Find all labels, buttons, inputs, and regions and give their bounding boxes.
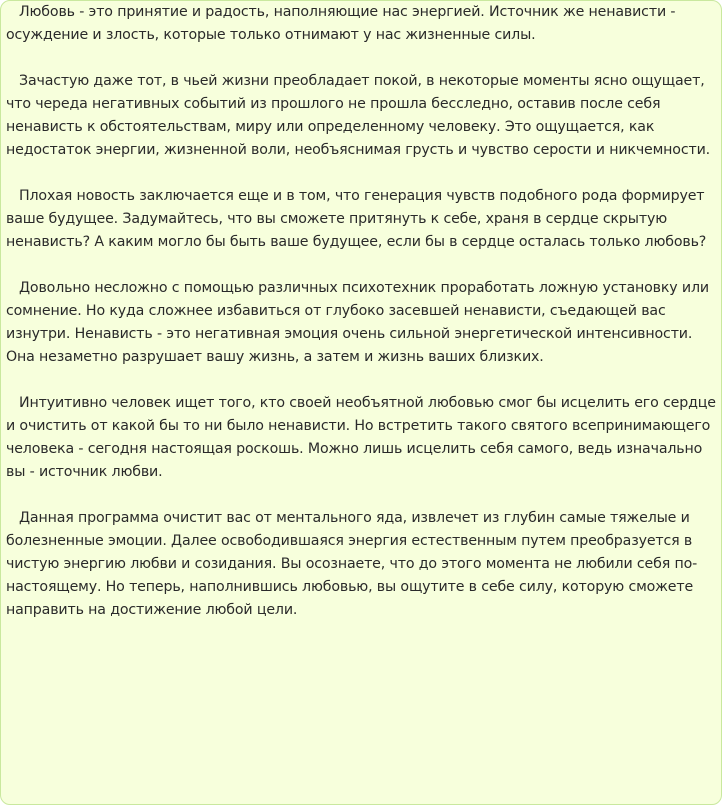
article-body [6, 1, 721, 622]
paragraph-6: Данная программа очистит вас от ментального яда, извлечет из глубин самые тяжелые и болезненные эмоции. Далее освободившаяся энергия естественным путем преобразуется в чистую энергию любви и созидания. Вы осознаете, что до этого момента не любили себя по-настоящему. Но теперь, наполнившись любовью, вы ощутите в себе силу, которую сможете направить на достижение любой цели. [6, 510, 698, 618]
paragraph-2: Зачастую даже тот, в чьей жизни преобладает покой, в некоторые моменты ясно ощущает, что череда негативных событий из прошлого не прошла бесследно, оставив после себя ненависть к обстоятельствам, миру или определенному человеку. Это ощущается, как недостаток энергии, жизненной воли, необъяснимая грусть и чувство серости и никчемности. [6, 73, 711, 158]
paragraph-gap [6, 254, 721, 277]
paragraph-1: Любовь - это принятие и радость, наполняющие нас энергией. Источник же ненависти - осуждение и злость, которые только отнимают у нас жизненные силы. [6, 4, 676, 43]
paragraph-gap [6, 484, 721, 507]
paragraph-gap [6, 162, 721, 185]
paragraph-gap [6, 369, 721, 392]
paragraph-5: Интуитивно человек ищет того, кто своей необъятной любовью смог бы исцелить его сердце и очистить от какой бы то ни было ненависти. Но встретить такого святого всепринимающего человека - сегодня настоящая роскошь. Можно лишь исцелить себя самого, ведь изначально вы - источник любви. [6, 395, 716, 480]
paragraph-4: Довольно несложно с помощью различных психотехник проработать ложную установку или сомнение. Но куда сложнее избавиться от глубоко засевшей ненависти, съедающей вас изнутри. Ненависть - это негативная эмоция очень сильной энергетической интенсивности. Она незаметно разрушает вашу жизнь, а затем и жизнь ваших близких. [6, 280, 709, 365]
paragraph-gap [6, 47, 721, 70]
paragraph-3: Плохая новость заключается еще и в том, что генерация чувств подобного рода формирует ваше будущее. Задумайтесь, что вы сможете притянуть к себе, храня в сердце скрытую ненависть? А каким могло бы быть ваше будущее, если бы в сердце осталась только любовь? [6, 188, 707, 250]
